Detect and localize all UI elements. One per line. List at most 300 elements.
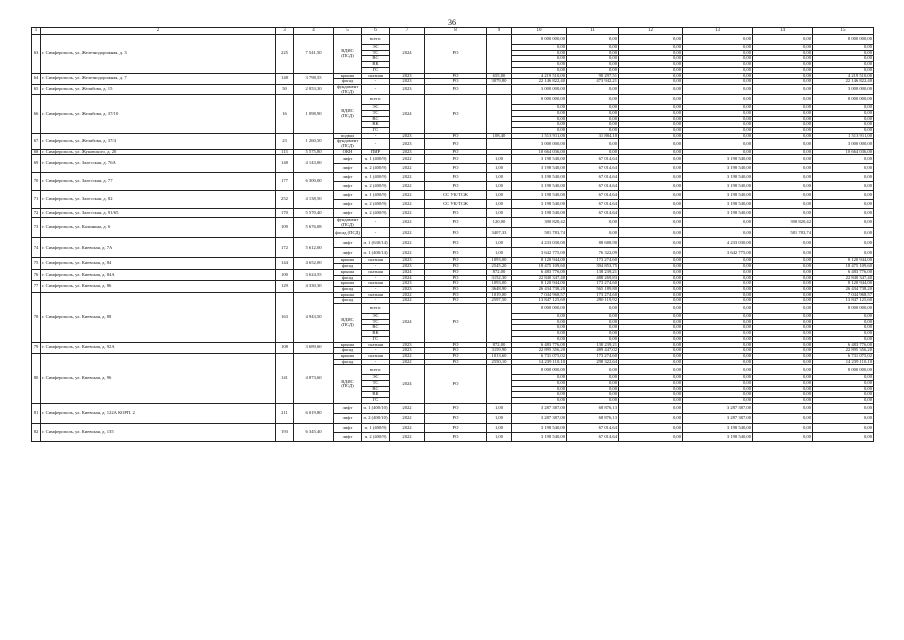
- object-area: 3 798,55: [294, 73, 334, 84]
- amount: 0,00: [753, 79, 813, 85]
- amount: 3 198 540,00: [512, 164, 567, 173]
- amount: 0,00: [619, 264, 683, 270]
- amount: 0,00: [683, 105, 753, 111]
- work-subtype: всего:: [362, 304, 390, 314]
- amount: 0,00: [813, 209, 874, 218]
- amount: 0,00: [619, 84, 683, 94]
- amount: 3 198 540,00: [512, 200, 567, 209]
- object-count: 23: [276, 133, 294, 149]
- object-area: 4 330,30: [294, 281, 334, 292]
- amount: 3 198 540,00: [512, 423, 567, 432]
- amount: 0,00: [753, 122, 813, 128]
- amount: 0,00: [813, 116, 874, 122]
- amount: 0,00: [619, 67, 683, 73]
- amount: 0,00: [753, 200, 813, 209]
- amount: 7 044 968,57: [512, 292, 567, 298]
- work-subtype: п. 1 (400/9): [362, 423, 390, 432]
- amount: 26 434 738,20: [512, 286, 567, 292]
- amount: 0,00: [567, 122, 619, 128]
- work-type: лифт: [334, 248, 362, 258]
- object-count: 141: [276, 353, 294, 403]
- amount: 173 274,60: [567, 292, 619, 298]
- object-number: 69: [32, 155, 41, 173]
- amount: 0,00: [683, 95, 753, 105]
- amount: 0,00: [619, 238, 683, 248]
- year: 2022: [390, 298, 425, 304]
- amount: 0,00: [683, 359, 753, 365]
- work-type: крыша: [334, 73, 362, 79]
- amount: 0,00: [512, 398, 567, 404]
- amount: 3 198 540,00: [683, 200, 753, 209]
- work-type: фасад: [334, 359, 362, 365]
- amount: 473 942,21: [567, 79, 619, 85]
- amount: 0,00: [619, 423, 683, 432]
- work-subtype: скатная: [362, 269, 390, 275]
- work-type: лифт: [334, 182, 362, 191]
- work-type: лифт: [334, 155, 362, 164]
- amount: 0,00: [567, 62, 619, 68]
- amount: 0,00: [619, 386, 683, 392]
- object-address: г. Симферополь, ул. Желябова, д. 37/4: [41, 133, 276, 149]
- amount: 8 000 000,00: [512, 365, 567, 375]
- amount: 0,00: [753, 45, 813, 51]
- amount: 4 219 510,00: [813, 73, 874, 79]
- work-subtype: -: [362, 286, 390, 292]
- year: 2022: [390, 200, 425, 209]
- amount: 0,00: [619, 336, 683, 342]
- amount: 0,00: [813, 375, 874, 381]
- amount: 0,00: [813, 155, 874, 164]
- amount: 0,00: [619, 269, 683, 275]
- amount: 0,00: [512, 127, 567, 133]
- work-subtype: ВС: [362, 56, 390, 62]
- amount: 88 688,90: [567, 238, 619, 248]
- year: 2022: [390, 403, 425, 413]
- amount: 0,00: [753, 298, 813, 304]
- amount: 14 239 110,10: [813, 359, 874, 365]
- year: 2022: [390, 218, 425, 228]
- work-subtype: ВС: [362, 325, 390, 331]
- amount: 0,00: [753, 336, 813, 342]
- amount: 0,00: [619, 95, 683, 105]
- amount: 0,00: [753, 84, 813, 94]
- work-type: лифт: [334, 191, 362, 200]
- amount: 0,00: [753, 164, 813, 173]
- amount: 0,00: [753, 359, 813, 365]
- amount: 3 198 540,00: [512, 173, 567, 182]
- work-type: ВДИС (ПСД): [334, 95, 362, 134]
- work-subtype: ВС: [362, 116, 390, 122]
- amount: 173 274,60: [567, 353, 619, 359]
- amount: 0,00: [683, 348, 753, 354]
- work-type: лифт: [334, 200, 362, 209]
- object-area: 5 676,08: [294, 218, 334, 238]
- amount: 0,00: [753, 331, 813, 337]
- year: 2022: [390, 423, 425, 432]
- amount: 67 014,64: [567, 200, 619, 209]
- amount: 18 475 109,60: [512, 264, 567, 270]
- object-count: 148: [276, 155, 294, 173]
- amount: 0,00: [512, 375, 567, 381]
- amount: 0,00: [619, 286, 683, 292]
- volume: 2550,10: [487, 359, 512, 365]
- amount: 0,00: [753, 392, 813, 398]
- amount: 0,00: [619, 209, 683, 218]
- volume: 3152,30: [487, 275, 512, 281]
- volume: 872,00: [487, 269, 512, 275]
- amount: 0,00: [683, 269, 753, 275]
- table-row: [32, 353, 874, 359]
- work-type: крыша: [334, 269, 362, 275]
- object-address: г. Симферополь, ул. Киевская, д. 88: [41, 292, 276, 342]
- amount: 0,00: [619, 73, 683, 79]
- amount: 0,00: [813, 381, 874, 387]
- object-address: г. Симферополь, ул. Залесская, д. 77: [41, 173, 276, 191]
- amount: 0,00: [567, 375, 619, 381]
- amount: 581 783,74: [512, 228, 567, 238]
- amount: 0,00: [813, 398, 874, 404]
- object-address: г. Симферополь, ул. Залесская, д. 76А: [41, 155, 276, 173]
- work-subtype: п. 1 (400/10): [362, 403, 390, 413]
- amount: 0,00: [512, 314, 567, 320]
- amount: 0,00: [683, 149, 753, 155]
- object-count: 129: [276, 281, 294, 292]
- column-header: 11: [567, 28, 619, 35]
- work-type: лифт: [334, 164, 362, 173]
- object-count: 100: [276, 269, 294, 280]
- year: 2023: [390, 264, 425, 270]
- table-header-row: [32, 28, 874, 35]
- amount: 0,00: [753, 398, 813, 404]
- amount: 0,00: [512, 116, 567, 122]
- amount: 6 731 075,02: [813, 353, 874, 359]
- amount: 0,00: [512, 105, 567, 111]
- work-type: ОКН: [334, 149, 362, 155]
- amount: 0,00: [753, 50, 813, 56]
- work-subtype: всего:: [362, 365, 390, 375]
- table-row: [32, 342, 874, 348]
- volume: 1,00: [487, 155, 512, 164]
- funding-source: РО: [425, 342, 487, 348]
- work-type: подвал: [334, 133, 362, 139]
- amount: 14 239 110,10: [512, 359, 567, 365]
- column-header: 9: [487, 28, 512, 35]
- object-area: 4 143,00: [294, 155, 334, 173]
- amount: 0,00: [753, 73, 813, 79]
- amount: 0,00: [512, 331, 567, 337]
- volume: 1,00: [487, 238, 512, 248]
- amount: 0,00: [512, 67, 567, 73]
- amount: 0,00: [567, 304, 619, 314]
- amount: 1 513 911,00: [813, 133, 874, 139]
- amount: 8 120 944,00: [512, 258, 567, 264]
- work-type: лифт: [334, 173, 362, 182]
- work-subtype: скатная: [362, 258, 390, 264]
- year: 2023: [390, 79, 425, 85]
- amount: 0,00: [683, 218, 753, 228]
- amount: 581 783,74: [753, 228, 813, 238]
- amount: 0,00: [619, 342, 683, 348]
- funding-source: РО: [425, 84, 487, 94]
- amount: 0,00: [813, 122, 874, 128]
- object-count: 177: [276, 173, 294, 191]
- column-header: 15: [813, 28, 874, 35]
- amount: 0,00: [683, 392, 753, 398]
- amount: 0,00: [512, 45, 567, 51]
- amount: 0,00: [683, 275, 753, 281]
- object-number: 74: [32, 238, 41, 258]
- amount: 0,00: [567, 45, 619, 51]
- work-subtype: ТС: [362, 50, 390, 56]
- object-area: 1 260,50: [294, 133, 334, 149]
- funding-source: РО: [425, 432, 487, 441]
- work-subtype: п. 2 (400/9): [362, 200, 390, 209]
- amount: 0,00: [813, 164, 874, 173]
- volume: [487, 139, 512, 149]
- amount: 0,00: [567, 386, 619, 392]
- work-subtype: п. 1 (630/14): [362, 238, 390, 248]
- work-subtype: п. 1 (400/14): [362, 248, 390, 258]
- column-header: 1: [32, 28, 41, 35]
- column-header: 12: [619, 28, 683, 35]
- work-type: фундамент (ПСД): [334, 139, 362, 149]
- amount: 138 239,21: [567, 342, 619, 348]
- amount: 0,00: [753, 191, 813, 200]
- amount: 0,00: [753, 275, 813, 281]
- work-subtype: -: [362, 218, 390, 228]
- work-subtype: п. 2 (400/9): [362, 209, 390, 218]
- year: 2023: [390, 258, 425, 264]
- work-type: ВДИС (ПСД): [334, 304, 362, 343]
- work-subtype: ГС: [362, 127, 390, 133]
- object-area: 5 575,80: [294, 149, 334, 155]
- year: 2023: [390, 342, 425, 348]
- table-row: [32, 35, 874, 45]
- amount: 0,00: [813, 50, 874, 56]
- funding-source: РО: [425, 149, 487, 155]
- work-subtype: ТС: [362, 319, 390, 325]
- year: 2022: [390, 228, 425, 238]
- object-area: 4 873,60: [294, 353, 334, 403]
- amount: 0,00: [512, 325, 567, 331]
- amount: 0,00: [683, 381, 753, 387]
- year: 2022: [390, 292, 425, 298]
- volume: [487, 84, 512, 94]
- funding-source: РО: [425, 155, 487, 164]
- amount: 0,00: [567, 56, 619, 62]
- year: 2022: [390, 173, 425, 182]
- amount: 0,00: [619, 149, 683, 155]
- work-subtype: -: [362, 79, 390, 85]
- volume: [487, 35, 512, 74]
- object-count: 109: [276, 218, 294, 238]
- amount: 0,00: [683, 375, 753, 381]
- amount: 68 876,13: [567, 403, 619, 413]
- column-header: 5: [334, 28, 362, 35]
- volume: 1,00: [487, 182, 512, 191]
- amount: 0,00: [619, 110, 683, 116]
- object-number: 76: [32, 269, 41, 280]
- amount: 0,00: [683, 325, 753, 331]
- amount: 3 198 540,00: [683, 432, 753, 441]
- funding-source: РО: [425, 304, 487, 343]
- amount: 0,00: [753, 292, 813, 298]
- work-subtype: ТС: [362, 110, 390, 116]
- year: 2022: [390, 155, 425, 164]
- amount: 13 847 125,60: [512, 298, 567, 304]
- amount: 0,00: [619, 155, 683, 164]
- object-area: 3 624,55: [294, 269, 334, 280]
- amount: 0,00: [813, 423, 874, 432]
- amount: 0,00: [683, 56, 753, 62]
- amount: 67 014,64: [567, 155, 619, 164]
- volume: 108,40: [487, 133, 512, 139]
- funding-source: СС УК/ТСЖ: [425, 191, 487, 200]
- object-address: г. Симферополь, ул. Желябова, д. 15: [41, 84, 276, 94]
- amount: 0,00: [753, 314, 813, 320]
- amount: 0,00: [619, 133, 683, 139]
- amount: 0,00: [813, 62, 874, 68]
- amount: 0,00: [683, 286, 753, 292]
- year: 2022: [390, 248, 425, 258]
- amount: 0,00: [619, 304, 683, 314]
- object-number: 79: [32, 342, 41, 353]
- amount: 0,00: [512, 381, 567, 387]
- amount: 0,00: [683, 365, 753, 375]
- amount: 0,00: [619, 319, 683, 325]
- amount: 0,00: [753, 403, 813, 413]
- year: 2023: [390, 281, 425, 287]
- funding-source: РО: [425, 286, 487, 292]
- amount: 0,00: [567, 381, 619, 387]
- work-type: фундамент (ПСД): [334, 84, 362, 94]
- amount: 0,00: [567, 218, 619, 228]
- amount: 3 287 387,00: [683, 413, 753, 423]
- volume: 1,00: [487, 173, 512, 182]
- amount: 173 274,60: [567, 258, 619, 264]
- funding-source: РО: [425, 218, 487, 228]
- amount: 0,00: [512, 50, 567, 56]
- work-subtype: ЭС: [362, 105, 390, 111]
- amount: 0,00: [753, 304, 813, 314]
- amount: 3 198 540,00: [683, 164, 753, 173]
- amount: 0,00: [619, 56, 683, 62]
- work-type: фасад: [334, 264, 362, 270]
- work-subtype: п. 2 (400/9): [362, 432, 390, 441]
- work-subtype: ЭС: [362, 45, 390, 51]
- amount: 67 014,64: [567, 164, 619, 173]
- amount: 0,00: [619, 200, 683, 209]
- amount: 138 239,21: [567, 269, 619, 275]
- volume: [487, 304, 512, 343]
- amount: 0,00: [683, 228, 753, 238]
- amount: 0,00: [512, 62, 567, 68]
- year: 2023: [390, 73, 425, 79]
- amount: 10 664 036,00: [512, 149, 567, 155]
- amount: 0,00: [619, 164, 683, 173]
- object-count: 170: [276, 209, 294, 218]
- amount: 0,00: [813, 105, 874, 111]
- table-row: [32, 73, 874, 79]
- amount: 0,00: [619, 35, 683, 45]
- funding-source: РО: [425, 173, 487, 182]
- table-row: [32, 173, 874, 182]
- year: 2022: [390, 359, 425, 365]
- work-subtype: ВК: [362, 331, 390, 337]
- amount: 0,00: [619, 403, 683, 413]
- volume: 1,00: [487, 413, 512, 423]
- column-header: 10: [512, 28, 567, 35]
- table-row: [32, 238, 874, 248]
- year: 2023: [390, 286, 425, 292]
- work-type: лифт: [334, 209, 362, 218]
- amount: 0,00: [567, 67, 619, 73]
- amount: 0,00: [683, 304, 753, 314]
- amount: 6 483 776,00: [813, 269, 874, 275]
- funding-source: РО: [425, 258, 487, 264]
- amount: 0,00: [683, 133, 753, 139]
- amount: 0,00: [619, 292, 683, 298]
- amount: 0,00: [813, 314, 874, 320]
- amount: 0,00: [683, 62, 753, 68]
- work-subtype: п. 2 (400/9): [362, 182, 390, 191]
- work-type: лифт: [334, 413, 362, 423]
- amount: 0,00: [813, 403, 874, 413]
- object-address: г. Симферополь, ул. Киевская, д. 84: [41, 258, 276, 269]
- year: 2024: [390, 365, 425, 404]
- object-address: г. Симферополь, ул. Желябова, д. 37/10: [41, 95, 276, 134]
- amount: 3 000 000,00: [813, 84, 874, 94]
- amount: 0,00: [813, 127, 874, 133]
- volume: 1,00: [487, 209, 512, 218]
- object-address: г. Симферополь, ул. Киевская, д. 7А: [41, 238, 276, 258]
- work-subtype: ПИР: [362, 149, 390, 155]
- object-area: 4 138,50: [294, 191, 334, 209]
- amount: 18 475 109,60: [813, 264, 874, 270]
- amount: 0,00: [753, 375, 813, 381]
- work-subtype: ГС: [362, 398, 390, 404]
- year: 2022: [390, 238, 425, 248]
- object-area: 4 943,50: [294, 292, 334, 342]
- amount: 0,00: [619, 248, 683, 258]
- object-number: 81: [32, 403, 41, 423]
- amount: 394 853,75: [567, 264, 619, 270]
- table-row: [32, 403, 874, 413]
- funding-source: РО: [425, 95, 487, 134]
- table-row: [32, 191, 874, 200]
- amount: 0,00: [683, 79, 753, 85]
- amount: 0,00: [683, 398, 753, 404]
- amount: 0,00: [619, 348, 683, 354]
- amount: 3 198 540,00: [512, 191, 567, 200]
- table-row: [32, 269, 874, 275]
- amount: 26 434 738,20: [813, 286, 874, 292]
- amount: 90 297,51: [567, 73, 619, 79]
- funding-source: РО: [425, 164, 487, 173]
- work-subtype: -: [362, 228, 390, 238]
- amount: 0,00: [512, 56, 567, 62]
- work-subtype: -: [362, 348, 390, 354]
- object-count: 252: [276, 191, 294, 209]
- work-subtype: -: [362, 298, 390, 304]
- amount: 0,00: [619, 191, 683, 200]
- work-subtype: ЭС: [362, 375, 390, 381]
- funding-source: РО: [425, 79, 487, 85]
- amount: 0,00: [683, 342, 753, 348]
- amount: 6 483 776,00: [512, 269, 567, 275]
- amount: 0,00: [753, 155, 813, 164]
- object-address: г. Симферополь, ул. Залесская, д. 91/65: [41, 209, 276, 218]
